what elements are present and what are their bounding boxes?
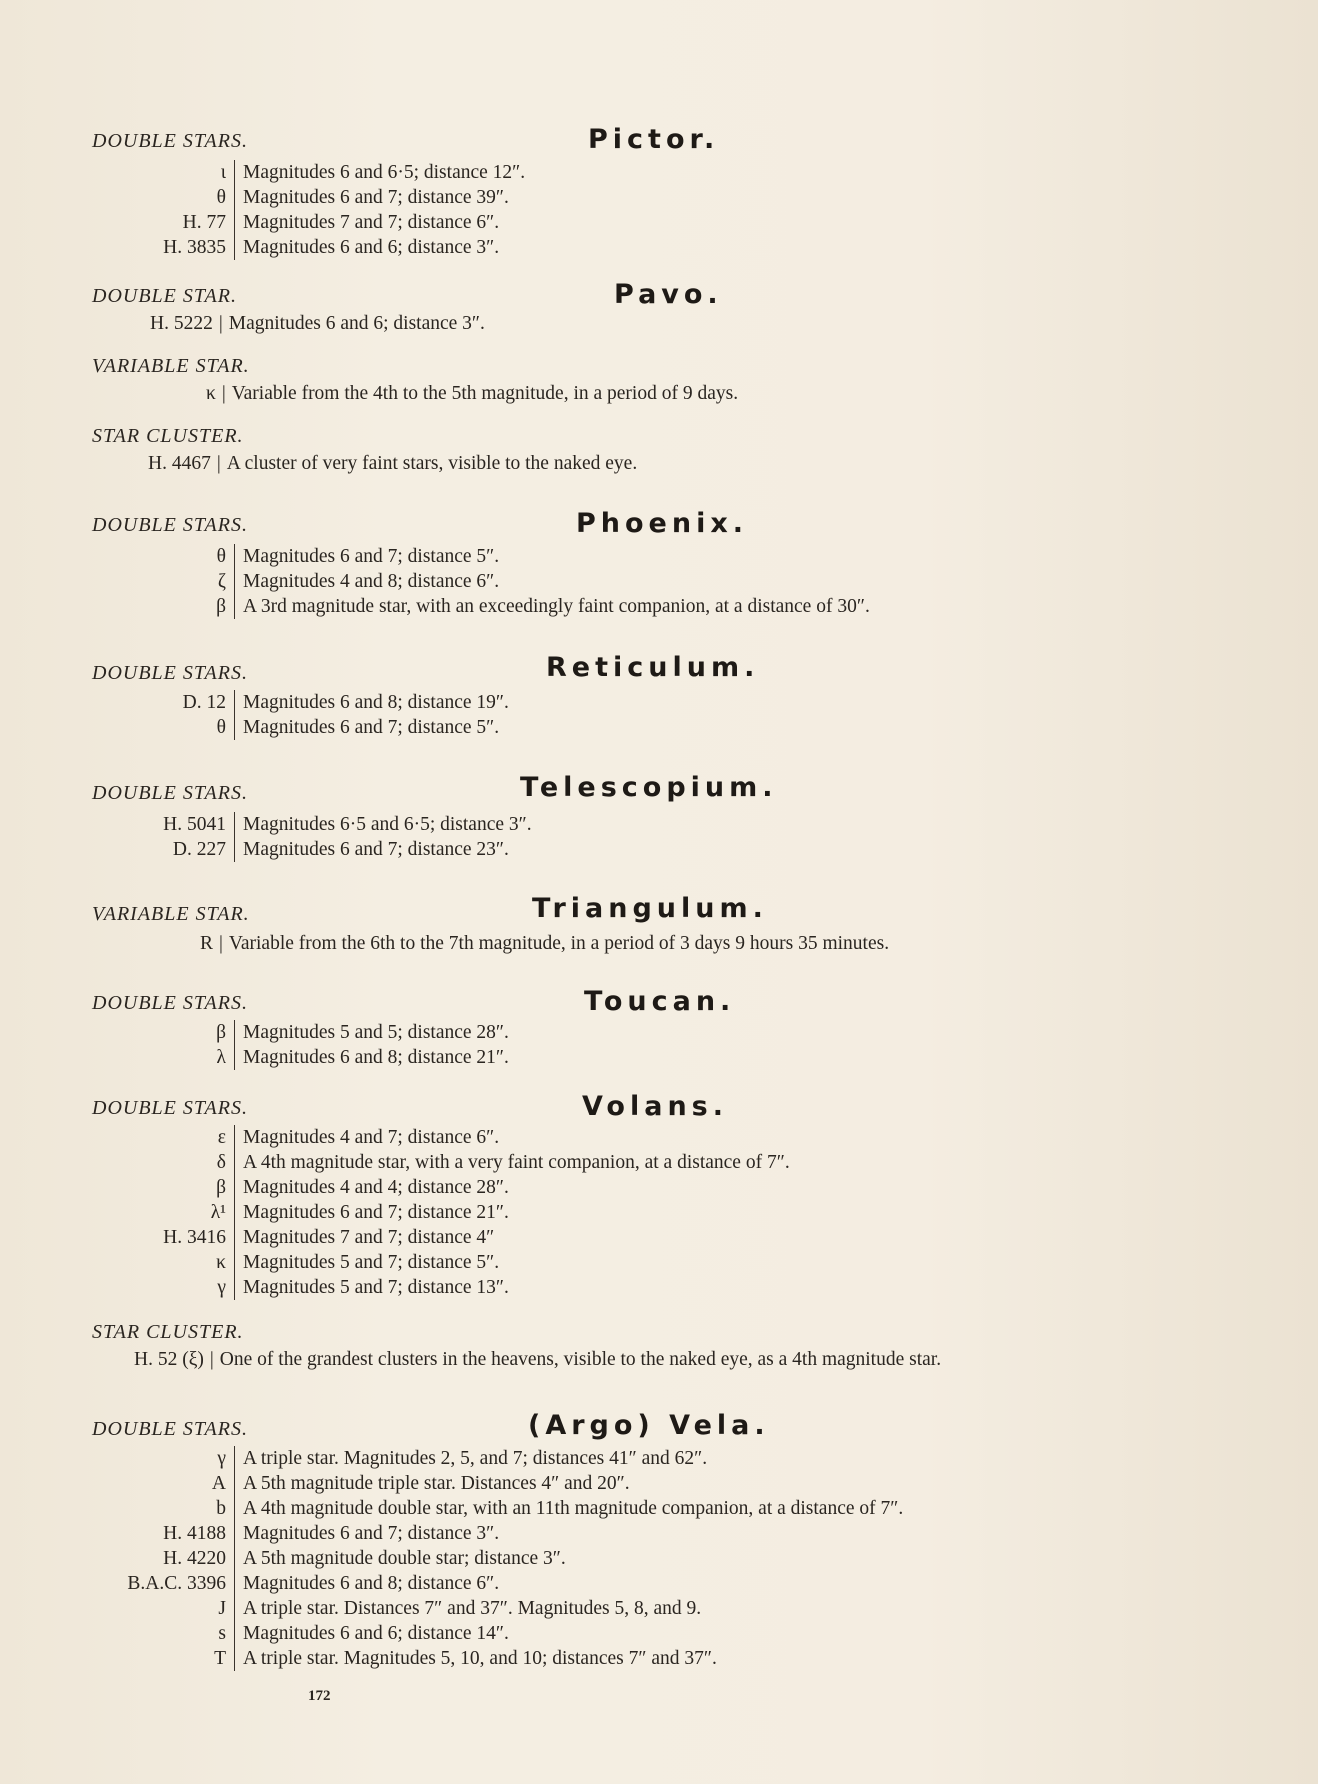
table-row xyxy=(0,1045,509,1070)
table-row xyxy=(0,235,525,260)
star-description: Magnitudes 6 and 7; distance 3″. xyxy=(235,1521,904,1546)
table-row xyxy=(0,594,870,619)
inline-entry: H. 52 (ξ) | One of the grandest clusters in the heavens, visible to the naked eye, as a 4th magnitude star. xyxy=(134,1349,942,1370)
star-label: β xyxy=(216,1022,226,1043)
star-label: ι xyxy=(220,162,226,183)
star-description: Magnitudes 6 and 8; distance 19″. xyxy=(235,690,509,715)
star-label: δ xyxy=(216,1152,226,1173)
star-table xyxy=(0,812,532,862)
table-row xyxy=(0,160,525,185)
star-description: A cluster of very faint stars, visible to the naked eye. xyxy=(226,453,638,474)
star-description: Magnitudes 5 and 5; distance 28″. xyxy=(235,1020,509,1045)
table-row xyxy=(0,690,509,715)
star-label: κ xyxy=(216,1252,226,1273)
star-label: D. 227 xyxy=(172,839,226,860)
star-description: Magnitudes 6 and 8; distance 21″. xyxy=(235,1045,509,1070)
star-label: θ xyxy=(216,717,226,738)
star-table xyxy=(0,690,509,740)
star-description: One of the grandest clusters in the heavens, visible to the naked eye, as a 4th magnitude star. xyxy=(219,1349,942,1370)
star-description: Magnitudes 6 and 7; distance 5″. xyxy=(235,544,870,569)
star-label: H. 52 (ξ) xyxy=(134,1349,204,1370)
star-description: Magnitudes 4 and 8; distance 6″. xyxy=(235,569,870,594)
category-heading: DOUBLE STARS. xyxy=(92,1418,248,1440)
table-row xyxy=(0,1646,903,1671)
category-heading: DOUBLE STAR. xyxy=(92,285,237,307)
table-row xyxy=(0,837,532,862)
constellation-title: Pavo. xyxy=(614,279,723,310)
star-label: s xyxy=(218,1623,226,1644)
table-row xyxy=(0,1621,903,1646)
star-label: H. 4220 xyxy=(163,1548,226,1569)
star-description: A 3rd magnitude star, with an exceedingly faint companion, at a distance of 30″. xyxy=(235,594,870,619)
star-label: β xyxy=(216,596,226,617)
category-heading: DOUBLE STARS. xyxy=(92,782,248,804)
star-label: b xyxy=(216,1498,226,1519)
star-description: Magnitudes 7 and 7; distance 4″ xyxy=(235,1225,790,1250)
inline-entry: R | Variable from the 6th to the 7th magnitude, in a period of 3 days 9 hours 35 minutes. xyxy=(200,933,890,954)
star-label: γ xyxy=(217,1448,226,1469)
star-label: H. 4188 xyxy=(163,1523,226,1544)
star-description: Magnitudes 6 and 7; distance 39″. xyxy=(235,185,526,210)
star-label: T xyxy=(214,1648,226,1669)
table-row xyxy=(0,1571,903,1596)
star-label: D. 12 xyxy=(182,692,226,713)
star-label: A xyxy=(211,1473,226,1494)
star-description: Magnitudes 6 and 6; distance 3″. xyxy=(228,313,485,334)
category-heading: VARIABLE STAR. xyxy=(92,355,250,377)
star-description: A 5th magnitude double star; distance 3″. xyxy=(235,1546,904,1571)
star-label: H. 4467 xyxy=(148,453,211,474)
table-row xyxy=(0,1521,903,1546)
star-label: H. 77 xyxy=(182,212,226,233)
star-description: A 5th magnitude triple star. Distances 4″ and 20″. xyxy=(235,1471,904,1496)
star-description: A triple star. Magnitudes 2, 5, and 7; distances 41″ and 62″. xyxy=(235,1446,904,1471)
star-description: A 4th magnitude star, with a very faint companion, at a distance of 7″. xyxy=(235,1150,790,1175)
table-row xyxy=(0,1446,903,1471)
star-label: γ xyxy=(217,1277,226,1298)
star-description: Magnitudes 6 and 6; distance 3″. xyxy=(235,235,526,260)
table-row xyxy=(0,1020,509,1045)
star-description: A triple star. Distances 7″ and 37″. Magnitudes 5, 8, and 9. xyxy=(235,1596,904,1621)
star-table xyxy=(0,1446,903,1671)
table-row xyxy=(0,1225,790,1250)
table-row xyxy=(0,715,509,740)
star-description: Magnitudes 6 and 6; distance 14″. xyxy=(235,1621,904,1646)
star-label: R xyxy=(200,933,214,954)
star-description: Magnitudes 5 and 7; distance 13″. xyxy=(235,1275,790,1300)
table-row xyxy=(0,1496,903,1521)
star-description: Magnitudes 6 and 7; distance 5″. xyxy=(235,715,509,740)
constellation-title: Telescopium. xyxy=(520,772,778,803)
star-description: Variable from the 6th to the 7th magnitude, in a period of 3 days 9 hours 35 minutes. xyxy=(228,933,890,954)
star-label: θ xyxy=(216,187,226,208)
table-row xyxy=(0,1471,903,1496)
table-row xyxy=(0,1596,903,1621)
star-label: λ¹ xyxy=(210,1202,226,1223)
table-row xyxy=(0,185,525,210)
table-row xyxy=(0,210,525,235)
constellation-title: Volans. xyxy=(582,1091,728,1122)
table-row xyxy=(0,1175,790,1200)
star-description: Magnitudes 4 and 7; distance 6″. xyxy=(235,1125,790,1150)
star-description: Magnitudes 6 and 6·5; distance 12″. xyxy=(235,160,526,185)
constellation-title: Toucan. xyxy=(584,986,736,1017)
page-number: 172 xyxy=(308,1688,331,1704)
category-heading: DOUBLE STARS. xyxy=(92,992,248,1014)
star-label: β xyxy=(216,1177,226,1198)
table-row xyxy=(0,1150,790,1175)
star-label: ζ xyxy=(217,571,226,592)
category-heading: STAR CLUSTER. xyxy=(92,1321,244,1343)
star-label: B.A.C. 3396 xyxy=(127,1573,226,1594)
star-description: Magnitudes 6 and 8; distance 6″. xyxy=(235,1571,904,1596)
table-row xyxy=(0,1200,790,1225)
star-label: θ xyxy=(216,546,226,567)
star-label: H. 3835 xyxy=(163,237,226,258)
star-label: κ xyxy=(206,383,216,404)
table-row xyxy=(0,812,532,837)
star-label: λ xyxy=(216,1047,226,1068)
constellation-title: Phoenix. xyxy=(576,508,749,539)
constellation-title: Triangulum. xyxy=(532,893,768,924)
category-heading: STAR CLUSTER. xyxy=(92,425,244,447)
table-row xyxy=(0,1546,903,1571)
star-description: Magnitudes 6 and 7; distance 23″. xyxy=(235,837,532,862)
star-description: Magnitudes 6 and 7; distance 21″. xyxy=(235,1200,790,1225)
star-description: Magnitudes 4 and 4; distance 28″. xyxy=(235,1175,790,1200)
category-heading: DOUBLE STARS. xyxy=(92,662,248,684)
constellation-title: (Argo) Vela. xyxy=(528,1410,770,1441)
inline-entry: H. 5222 | Magnitudes 6 and 6; distance 3″. xyxy=(150,313,485,334)
star-table xyxy=(0,544,870,619)
inline-entry: κ | Variable from the 4th to the 5th magnitude, in a period of 9 days. xyxy=(206,383,739,404)
star-label: J xyxy=(218,1598,226,1619)
constellation-title: Pictor. xyxy=(588,124,720,155)
star-label: H. 5222 xyxy=(150,313,213,334)
inline-entry: H. 4467 | A cluster of very faint stars, visible to the naked eye. xyxy=(148,453,638,474)
star-description: A triple star. Magnitudes 5, 10, and 10; distances 7″ and 37″. xyxy=(235,1646,904,1671)
table-row xyxy=(0,1125,790,1150)
table-row xyxy=(0,544,870,569)
star-description: Magnitudes 7 and 7; distance 6″. xyxy=(235,210,526,235)
star-label: H. 3416 xyxy=(163,1227,226,1248)
category-heading: DOUBLE STARS. xyxy=(92,130,248,152)
category-heading: DOUBLE STARS. xyxy=(92,1097,248,1119)
table-row xyxy=(0,1275,790,1300)
star-label: H. 5041 xyxy=(163,814,226,835)
table-row xyxy=(0,1250,790,1275)
category-heading: VARIABLE STAR. xyxy=(92,903,250,925)
table-row xyxy=(0,569,870,594)
star-description: Magnitudes 5 and 7; distance 5″. xyxy=(235,1250,790,1275)
constellation-title: Reticulum. xyxy=(546,652,760,683)
star-description: Variable from the 4th to the 5th magnitude, in a period of 9 days. xyxy=(231,383,739,404)
star-label: ε xyxy=(217,1127,226,1148)
star-table xyxy=(0,1125,790,1300)
star-description: A 4th magnitude double star, with an 11th magnitude companion, at a distance of 7″. xyxy=(235,1496,904,1521)
category-heading: DOUBLE STARS. xyxy=(92,514,248,536)
star-description: Magnitudes 6·5 and 6·5; distance 3″. xyxy=(235,812,532,837)
star-table xyxy=(0,160,525,260)
star-table xyxy=(0,1020,509,1070)
